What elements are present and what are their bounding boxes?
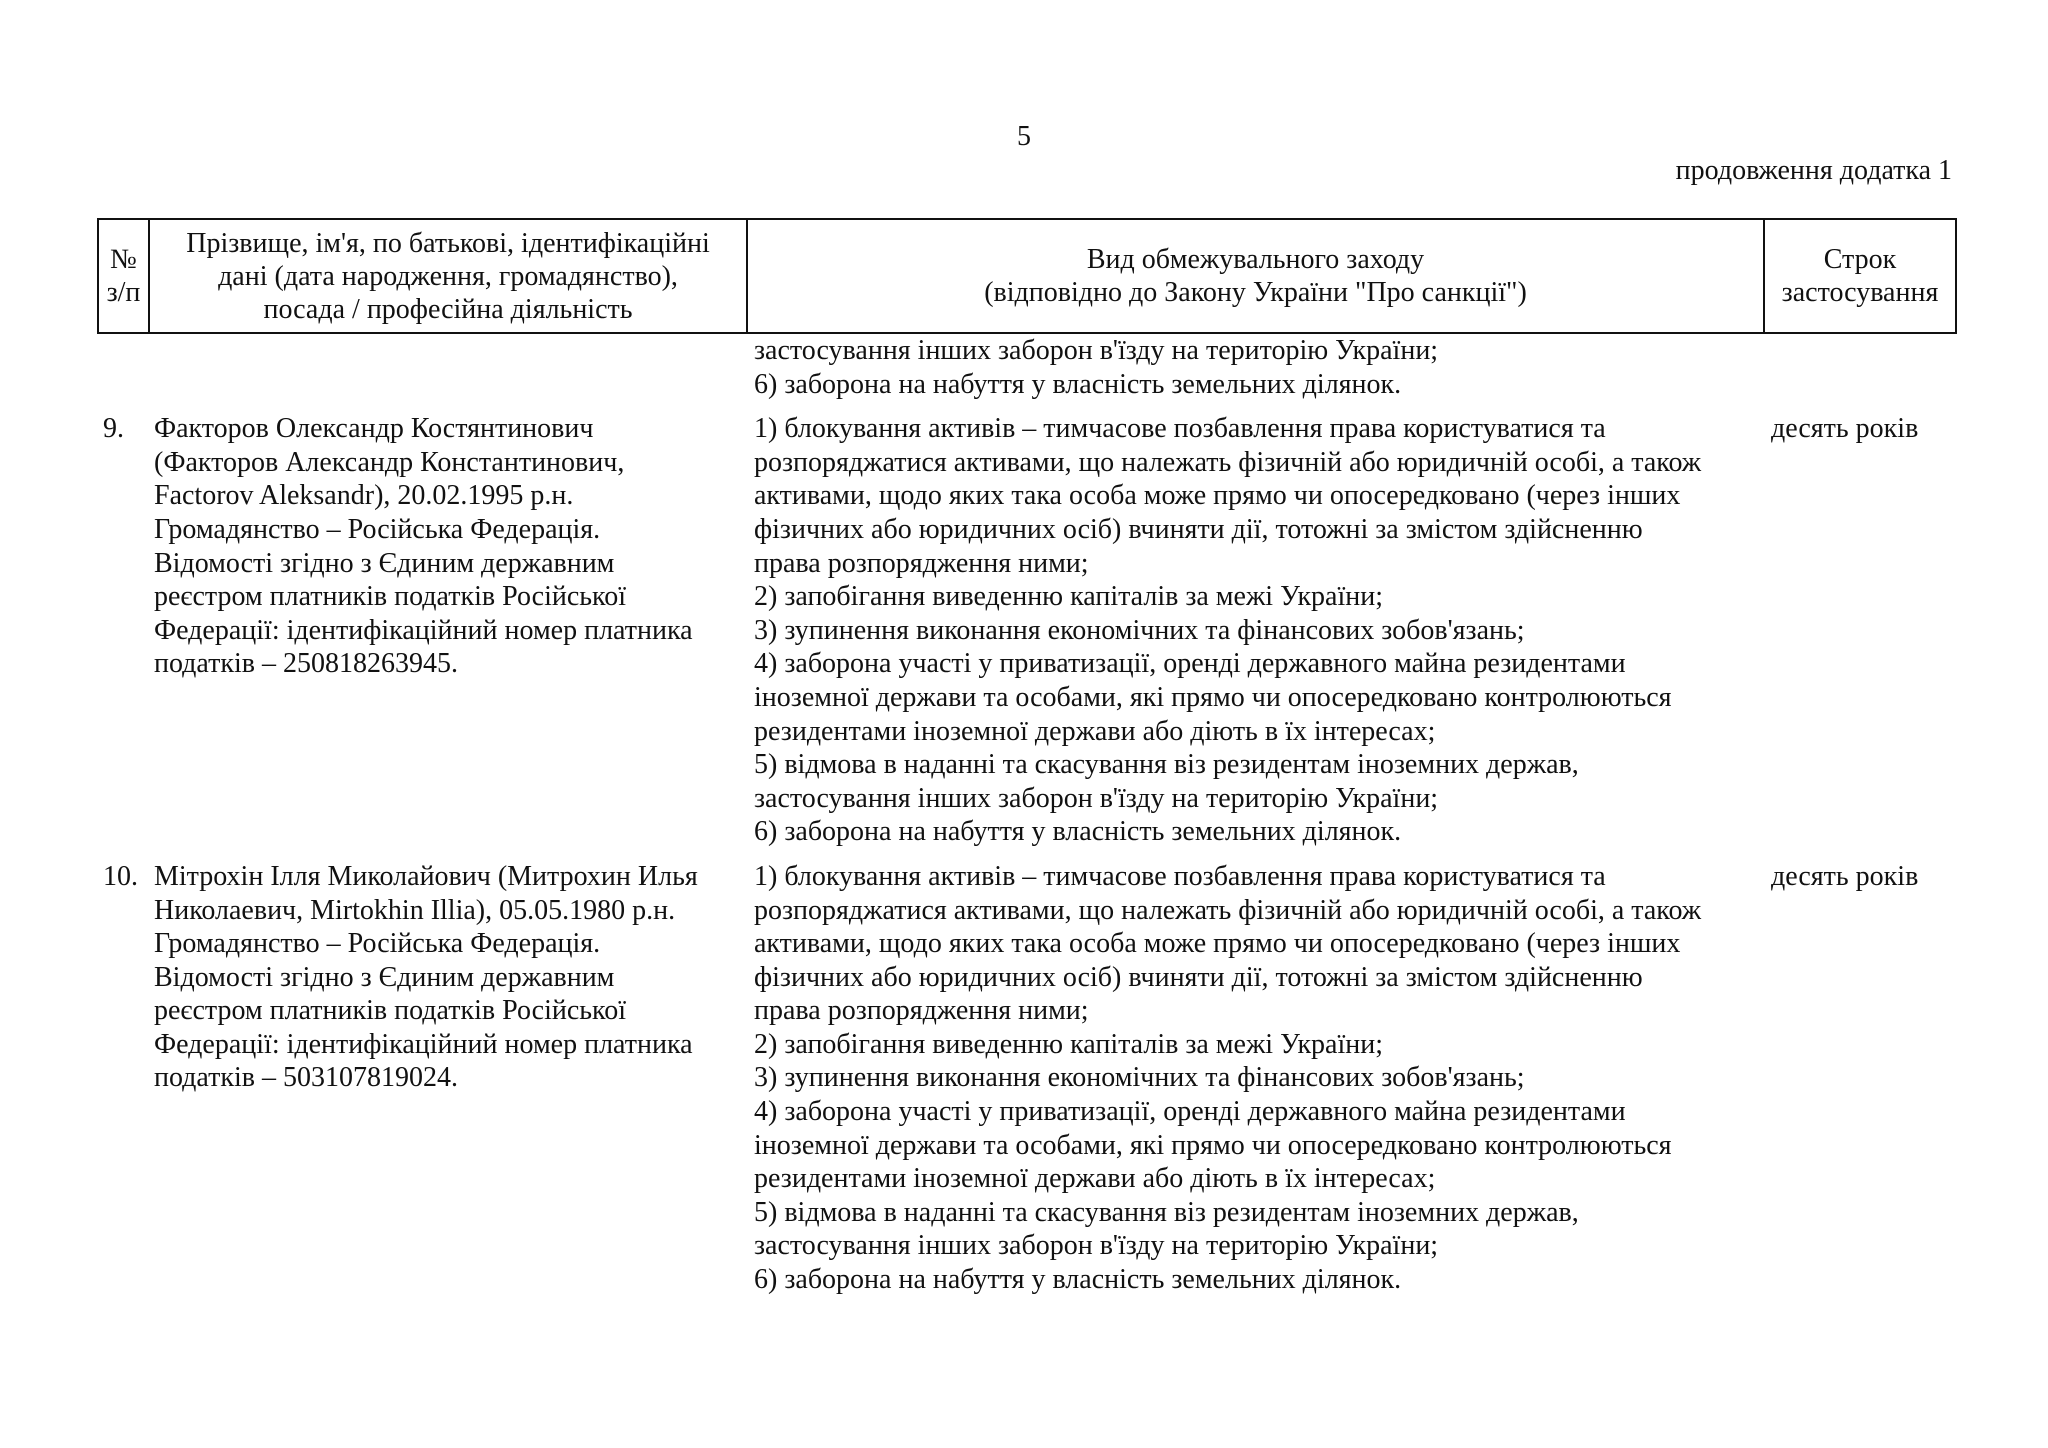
measure-line: 5) відмова в наданні та скасування віз резидентам іноземних держав, xyxy=(754,1196,1579,1228)
measure-line: фізичних або юридичних осіб) вчиняти дії, тотожні за змістом здійсненню xyxy=(754,513,1643,545)
measure-line: іноземної держави та особами, які прямо чи опосередковано контролюються xyxy=(754,1129,1672,1161)
name-line: Мітрохін Ілля Миколайович (Митрохин Илья xyxy=(154,860,698,892)
header-measure-line: Вид обмежувального заходу xyxy=(1086,244,1425,275)
name-line: реєстром платників податків Російської xyxy=(154,995,626,1027)
measure-line: 4) заборона участі у приватизації, оренді державного майна резидентами xyxy=(754,1096,1626,1128)
name-line: Федерації: ідентифікаційний номер платника xyxy=(154,614,693,646)
measure-line: активами, щодо яких така особа може прямо чи опосередковано (через інших xyxy=(754,928,1681,960)
header-name-line: дані (дата народження, громадянство), xyxy=(218,260,678,292)
row-number: 9. xyxy=(103,413,124,445)
measure-line: іноземної держави та особами, які прямо чи опосередковано контролюються xyxy=(754,681,1672,713)
row-measure-cell xyxy=(746,860,1763,1297)
measure-line: 6) заборона на набуття у власність земельних ділянок. xyxy=(754,816,1402,848)
header-measure-line: (відповідно до Закону України "Про санкції") xyxy=(984,277,1527,308)
name-line: Федерації: ідентифікаційний номер платника xyxy=(154,1028,693,1060)
table-header xyxy=(97,218,1957,334)
measure-line: 1) блокування активів – тимчасове позбавлення права користуватися та xyxy=(754,860,1606,892)
measure-line: права розпорядження ними; xyxy=(754,995,1089,1027)
measure-line: застосування інших заборон в'їзду на територію України; xyxy=(754,782,1439,814)
row-number: 10. xyxy=(103,860,138,892)
measure-line: фізичних або юридичних осіб) вчиняти дії, тотожні за змістом здійсненню xyxy=(754,961,1643,993)
continuation-note: продовження додатка 1 xyxy=(1675,155,1952,186)
measure-line: 2) запобігання виведенню капіталів за межі України; xyxy=(754,581,1384,613)
name-line: Факторов Олександр Костянтинович xyxy=(154,413,594,445)
name-line: реєстром платників податків Російської xyxy=(154,581,626,613)
carryover-row xyxy=(97,334,1957,401)
header-cell-number xyxy=(99,220,150,332)
measure-line: розпоряджатися активами, що належать фізичній або юридичній особі, а також xyxy=(754,446,1702,478)
header-term-line: застосування xyxy=(1781,277,1939,308)
measure-line: 3) зупинення виконання економічних та фінансових зобов'язань; xyxy=(754,1062,1525,1094)
row-measure-cell xyxy=(746,412,1763,849)
row-measure-cell xyxy=(746,334,1763,401)
table-row xyxy=(97,860,1957,1297)
header-term-line: Строк xyxy=(1823,244,1897,275)
row-term: десять років xyxy=(1771,413,1919,445)
header-name-line: посада / професійна діяльність xyxy=(263,293,633,325)
name-line: Factorov Aleksandr), 20.02.1995 р.н. xyxy=(154,480,574,512)
header-number-line: з/п xyxy=(106,277,141,308)
measure-line: 6) заборона на набуття у власність земельних ділянок. xyxy=(754,1264,1402,1296)
name-line: (Факторов Александр Константинович, xyxy=(154,446,625,478)
measure-line: 6) заборона на набуття у власність земельних ділянок. xyxy=(754,368,1402,400)
header-cell-term xyxy=(1765,220,1955,332)
measure-line: 4) заборона участі у приватизації, оренді державного майна резидентами xyxy=(754,648,1626,680)
measure-line: резидентами іноземної держави або діють в їх інтересах; xyxy=(754,1163,1436,1195)
name-line: Громадянство – Російська Федерація. xyxy=(154,928,601,960)
name-line: Николаевич, Mirtokhin Illia), 05.05.1980 р.н. xyxy=(154,894,676,926)
measure-line: 3) зупинення виконання економічних та фінансових зобов'язань; xyxy=(754,614,1525,646)
measure-line: права розпорядження ними; xyxy=(754,547,1089,579)
row-term: десять років xyxy=(1771,860,1919,892)
measure-line: застосування інших заборон в'їзду на територію України; xyxy=(754,335,1439,366)
name-line: податків – 503107819024. xyxy=(154,1062,458,1094)
header-number-line: № xyxy=(110,244,137,275)
row-name-cell xyxy=(148,412,746,849)
header-name-line: Прізвище, ім'я, по батькові, ідентифікаційні xyxy=(186,227,710,259)
name-line: Відомості згідно з Єдиним державним xyxy=(154,961,615,993)
measure-line: застосування інших заборон в'їзду на територію України; xyxy=(754,1230,1439,1262)
measure-line: 5) відмова в наданні та скасування віз резидентам іноземних держав, xyxy=(754,749,1579,781)
measure-line: активами, щодо яких така особа може прямо чи опосередковано (через інших xyxy=(754,480,1681,512)
measure-line: 1) блокування активів – тимчасове позбавлення права користуватися та xyxy=(754,413,1606,445)
row-term-cell xyxy=(1763,334,1957,401)
header-cell-measure xyxy=(748,220,1765,332)
header-cell-name xyxy=(150,220,748,332)
row-name-cell xyxy=(148,334,746,401)
measure-line: 2) запобігання виведенню капіталів за межі України; xyxy=(754,1028,1384,1060)
row-number-cell xyxy=(97,334,148,401)
measure-line: розпоряджатися активами, що належать фізичній або юридичній особі, а також xyxy=(754,894,1702,926)
measure-line: резидентами іноземної держави або діють в їх інтересах; xyxy=(754,715,1436,747)
table-body xyxy=(97,334,1957,1297)
name-line: податків – 250818263945. xyxy=(154,648,458,680)
row-name-cell xyxy=(148,860,746,1297)
page-number: 5 xyxy=(1017,121,1031,152)
name-line: Громадянство – Російська Федерація. xyxy=(154,513,601,545)
table-row xyxy=(97,412,1957,849)
name-line: Відомості згідно з Єдиним державним xyxy=(154,547,615,579)
